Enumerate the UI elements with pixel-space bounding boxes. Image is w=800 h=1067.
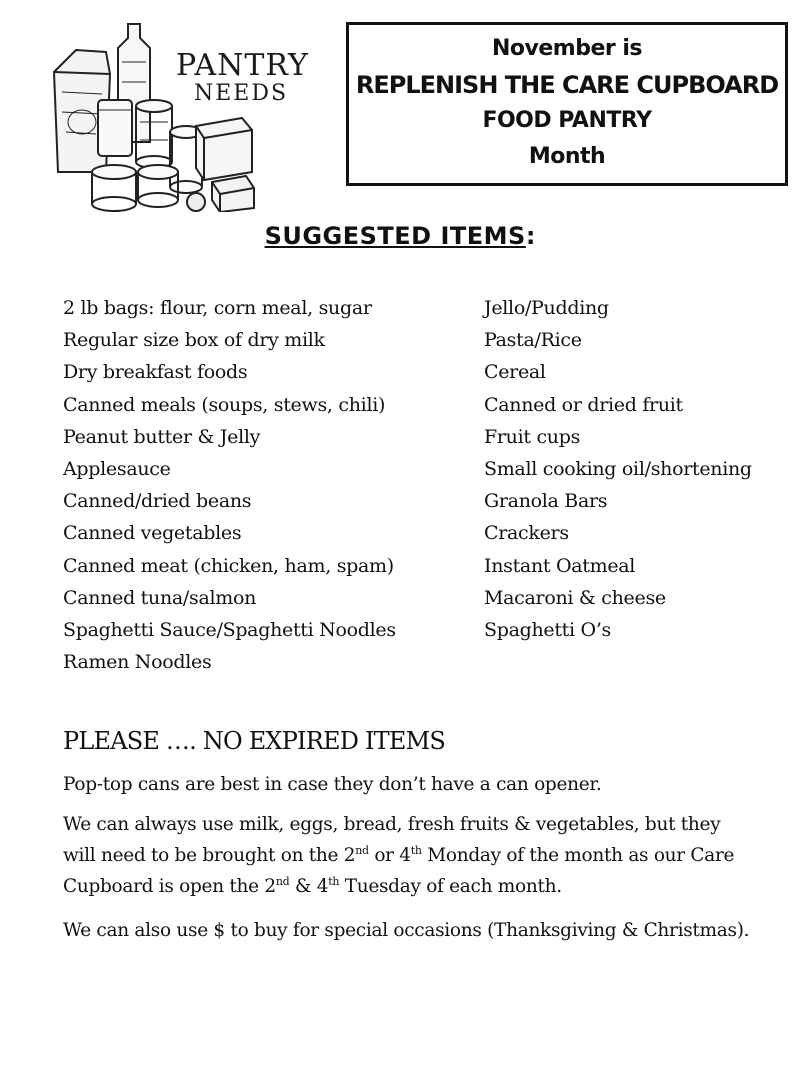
list-item: Pasta/Rice [484,329,582,352]
announcement-line-3: FOOD PANTRY [482,108,652,133]
pop-top-paragraph: Pop-top cans are best in case they don’t have a can opener. [63,774,602,795]
items-list-right [484,292,752,646]
announcement-line-2: REPLENISH THE CARE CUPBOARD [355,71,779,99]
list-item: Peanut butter & Jelly [63,425,261,448]
para2-text-d: & 4 [289,876,329,897]
suggested-items-heading [0,222,800,250]
list-item: Crackers [484,522,569,545]
pantry-needs-logo [36,22,309,212]
items-list-left [63,292,396,678]
list-item: 2 lb bags: flour, corn meal, sugar [63,297,372,319]
list-item: Regular size box of dry milk [63,329,325,352]
list-item: Spaghetti O’s [484,619,612,642]
list-item: Canned tuna/salmon [63,586,257,609]
fresh-items-paragraph [63,809,753,902]
list-item: Ramen Noodles [63,651,212,674]
ordinal-suffix: th [410,843,422,857]
para2-text-e: Tuesday of each month. [339,876,562,897]
list-item: Small cooking oil/shortening [484,458,752,481]
list-item: Canned/dried beans [63,490,252,513]
list-item: Spaghetti Sauce/Spaghetti Noodles [63,619,396,642]
ordinal-suffix: th [328,874,340,888]
list-item: Canned meat (chicken, ham, spam) [63,554,394,577]
list-item: Instant Oatmeal [484,554,636,577]
no-expired-items-notice: PLEASE …. NO EXPIRED ITEMS [63,727,446,755]
announcement-box [346,22,788,186]
list-item: Granola Bars [484,490,608,513]
list-item: Canned vegetables [63,522,242,545]
logo-word-needs: NEEDS [193,81,289,106]
list-item: Canned or dried fruit [484,393,683,416]
announcement-line-1: November is [491,36,643,61]
announcement-line-4: Month [528,144,606,169]
list-item: Fruit cups [484,425,581,448]
list-item: Applesauce [63,458,171,481]
ordinal-suffix: nd [275,874,290,888]
para2-text-a: We can always use milk, eggs, bread, fresh fruits & vegetables, but they will need to be brought on the 2 [63,814,721,866]
logo-wordmark [176,48,309,106]
list-item: Canned meals (soups, stews, chili) [63,393,386,416]
logo-word-pantry: PANTRY [176,48,309,83]
ordinal-suffix: nd [355,843,369,857]
heading-text: SUGGESTED ITEMS [264,222,526,250]
list-item: Dry breakfast foods [63,361,248,384]
list-item: Macaroni & cheese [484,586,666,609]
donation-paragraph: We can also use $ to buy for special occasions (Thanksgiving & Christmas). [63,920,750,941]
para2-text-b: or 4 [368,845,411,866]
list-item: Cereal [484,361,546,384]
para2-text-c: Monday of the month as our Care Cupboard is open the 2 [63,845,735,897]
list-item: Jello/Pudding [484,297,609,319]
heading-colon: : [525,222,536,250]
